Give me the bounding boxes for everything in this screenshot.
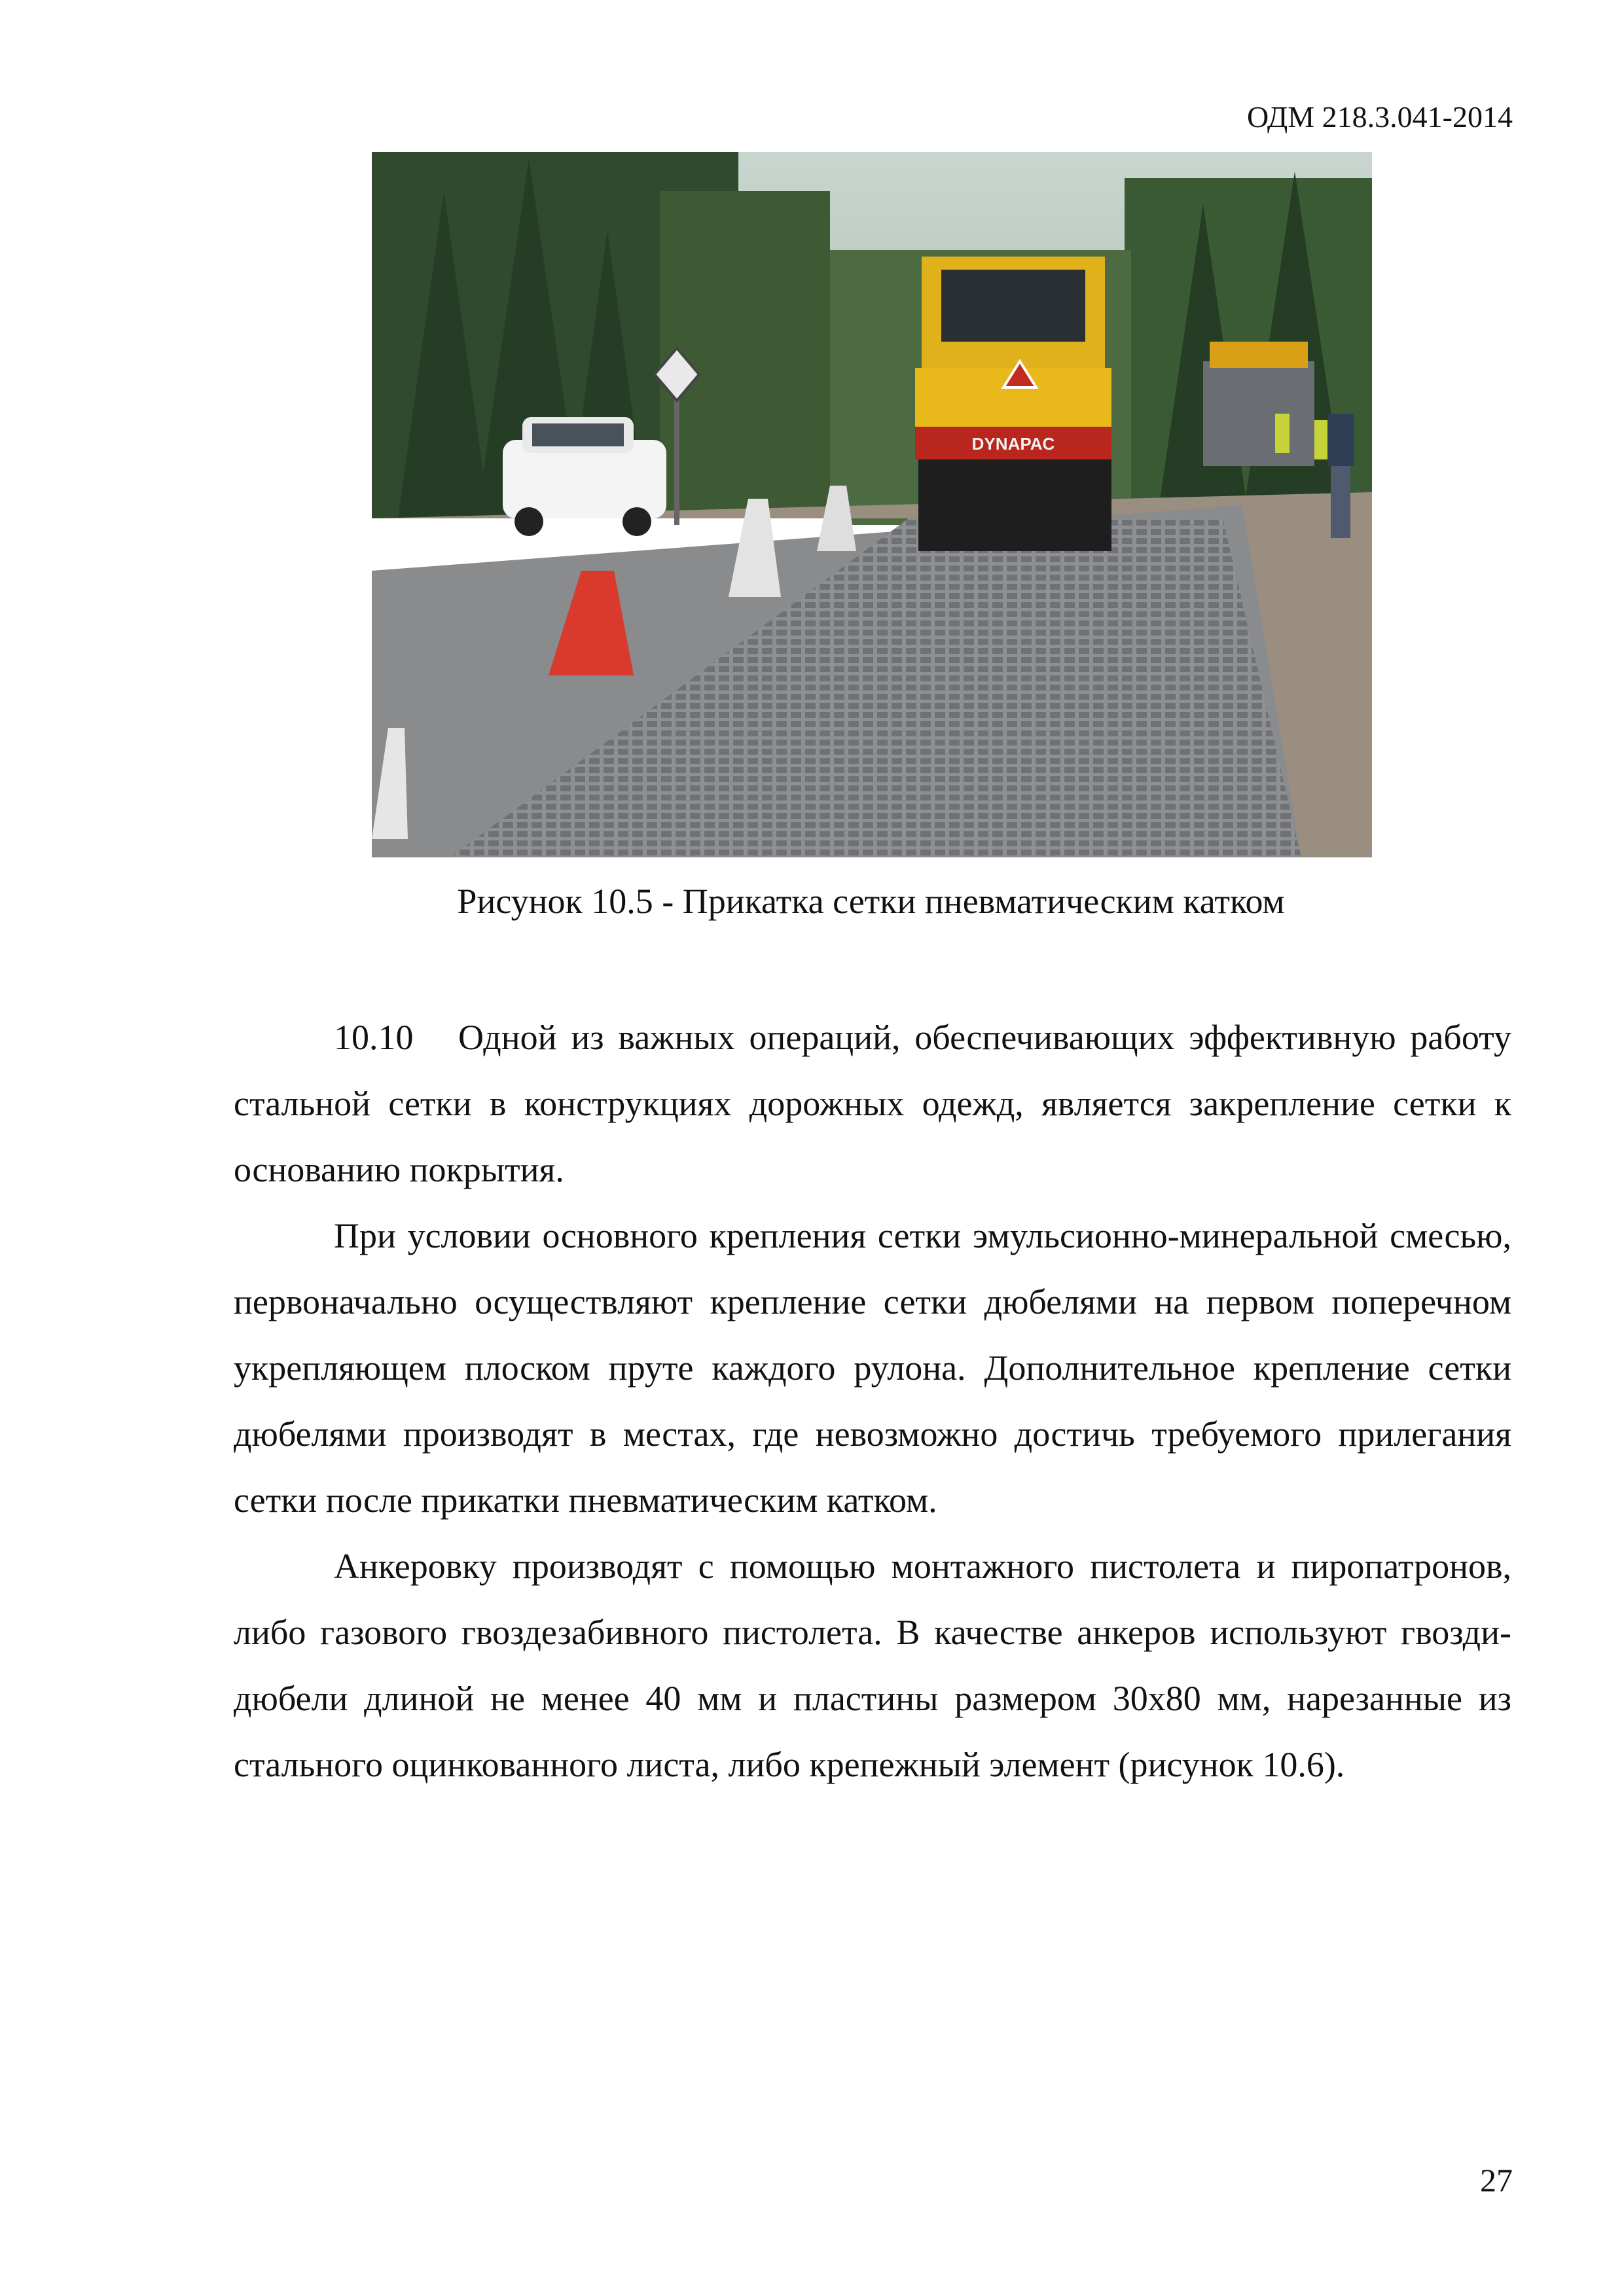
body-text <box>234 1005 1511 1798</box>
paragraph-10-10 <box>234 1005 1511 1203</box>
paragraph-1-text: Одной из важных операций, обеспечивающих эффективную работу стальной сетки в конструкциях дорожных одежд, является закрепление сетки к основанию покрытия. <box>234 1018 1511 1189</box>
figure-photo <box>372 152 1372 857</box>
figure-caption: Рисунок 10.5 - Прикатка сетки пневматическим катком <box>457 882 1285 921</box>
document-code: ОДМ 218.3.041-2014 <box>1246 100 1513 134</box>
road-roller-photo <box>372 152 1372 857</box>
section-number: 10.10 <box>334 1018 414 1057</box>
roller-brand: DYNAPAC <box>971 434 1055 454</box>
page-number: 27 <box>1480 2162 1513 2198</box>
roller <box>915 257 1111 551</box>
paragraph-2: При условии основного крепления сетки эмульсионно-минеральной смесью, первоначально осуществляют крепление сетки дюбелями на первом поперечном укрепляющем плоском пруте каждого рулона. Дополнительное крепление сетки дюбелями производят в местах, где невозможно достичь требуемого прилегания сетки после прикатки пневматическим катком. <box>234 1216 1511 1520</box>
paragraph-3: Анкеровку производят с помощью монтажного пистолета и пиропатронов, либо газового гвоздезабивного пистолета. В качестве анкеров используют гвозди-дюбели длиной не менее 40 мм и пластины размером 30х80 мм, нарезанные из стального оцинкованного листа, либо крепежный элемент (рисунок 10.6). <box>234 1547 1511 1784</box>
